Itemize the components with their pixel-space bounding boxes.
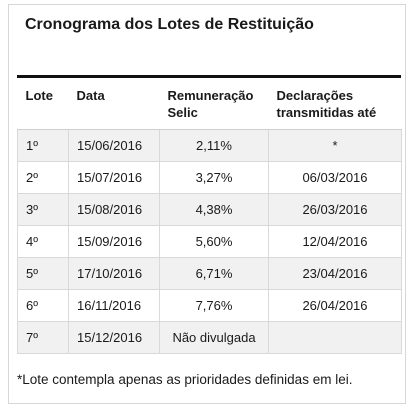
footnote: *Lote contempla apenas as prioridades definidas em lei. xyxy=(17,372,353,387)
table-row xyxy=(18,225,402,257)
cell-data: 15/06/2016 xyxy=(69,129,160,161)
column-header-data: Data xyxy=(69,78,160,129)
cell-data: 16/11/2016 xyxy=(69,289,160,321)
cell-declaracoes xyxy=(269,321,402,353)
cell-lote: 5º xyxy=(18,257,69,289)
cell-data: 17/10/2016 xyxy=(69,257,160,289)
cell-data: 15/07/2016 xyxy=(69,161,160,193)
table-row xyxy=(18,161,402,193)
cell-declaracoes: * xyxy=(269,129,402,161)
page-title: Cronograma dos Lotes de Restituição xyxy=(25,16,314,33)
cell-selic: 5,60% xyxy=(160,225,269,257)
cell-selic: 3,27% xyxy=(160,161,269,193)
cell-data: 15/09/2016 xyxy=(69,225,160,257)
cell-lote: 2º xyxy=(18,161,69,193)
column-header-lote: Lote xyxy=(18,78,69,129)
cell-declaracoes: 12/04/2016 xyxy=(269,225,402,257)
table-row xyxy=(18,289,402,321)
cell-declaracoes: 26/03/2016 xyxy=(269,193,402,225)
cell-selic: 7,76% xyxy=(160,289,269,321)
cell-lote: 1º xyxy=(18,129,69,161)
cell-declaracoes: 26/04/2016 xyxy=(269,289,402,321)
cell-lote: 3º xyxy=(18,193,69,225)
cell-declaracoes: 23/04/2016 xyxy=(269,257,402,289)
cell-selic: 2,11% xyxy=(160,129,269,161)
cell-declaracoes: 06/03/2016 xyxy=(269,161,402,193)
cell-data: 15/12/2016 xyxy=(69,321,160,353)
cell-data: 15/08/2016 xyxy=(69,193,160,225)
table-header-row xyxy=(18,78,402,129)
cell-lote: 7º xyxy=(18,321,69,353)
cell-selic: 6,71% xyxy=(160,257,269,289)
table-row xyxy=(18,321,402,353)
table-row xyxy=(18,193,402,225)
cell-lote: 4º xyxy=(18,225,69,257)
table-row xyxy=(18,257,402,289)
column-header-selic: Remuneração Selic xyxy=(160,78,269,129)
schedule-table xyxy=(17,78,402,354)
cell-selic: Não divulgada xyxy=(160,321,269,353)
cell-lote: 6º xyxy=(18,289,69,321)
cell-selic: 4,38% xyxy=(160,193,269,225)
column-header-declaracoes: Declarações transmitidas até xyxy=(269,78,402,129)
table-row xyxy=(18,129,402,161)
